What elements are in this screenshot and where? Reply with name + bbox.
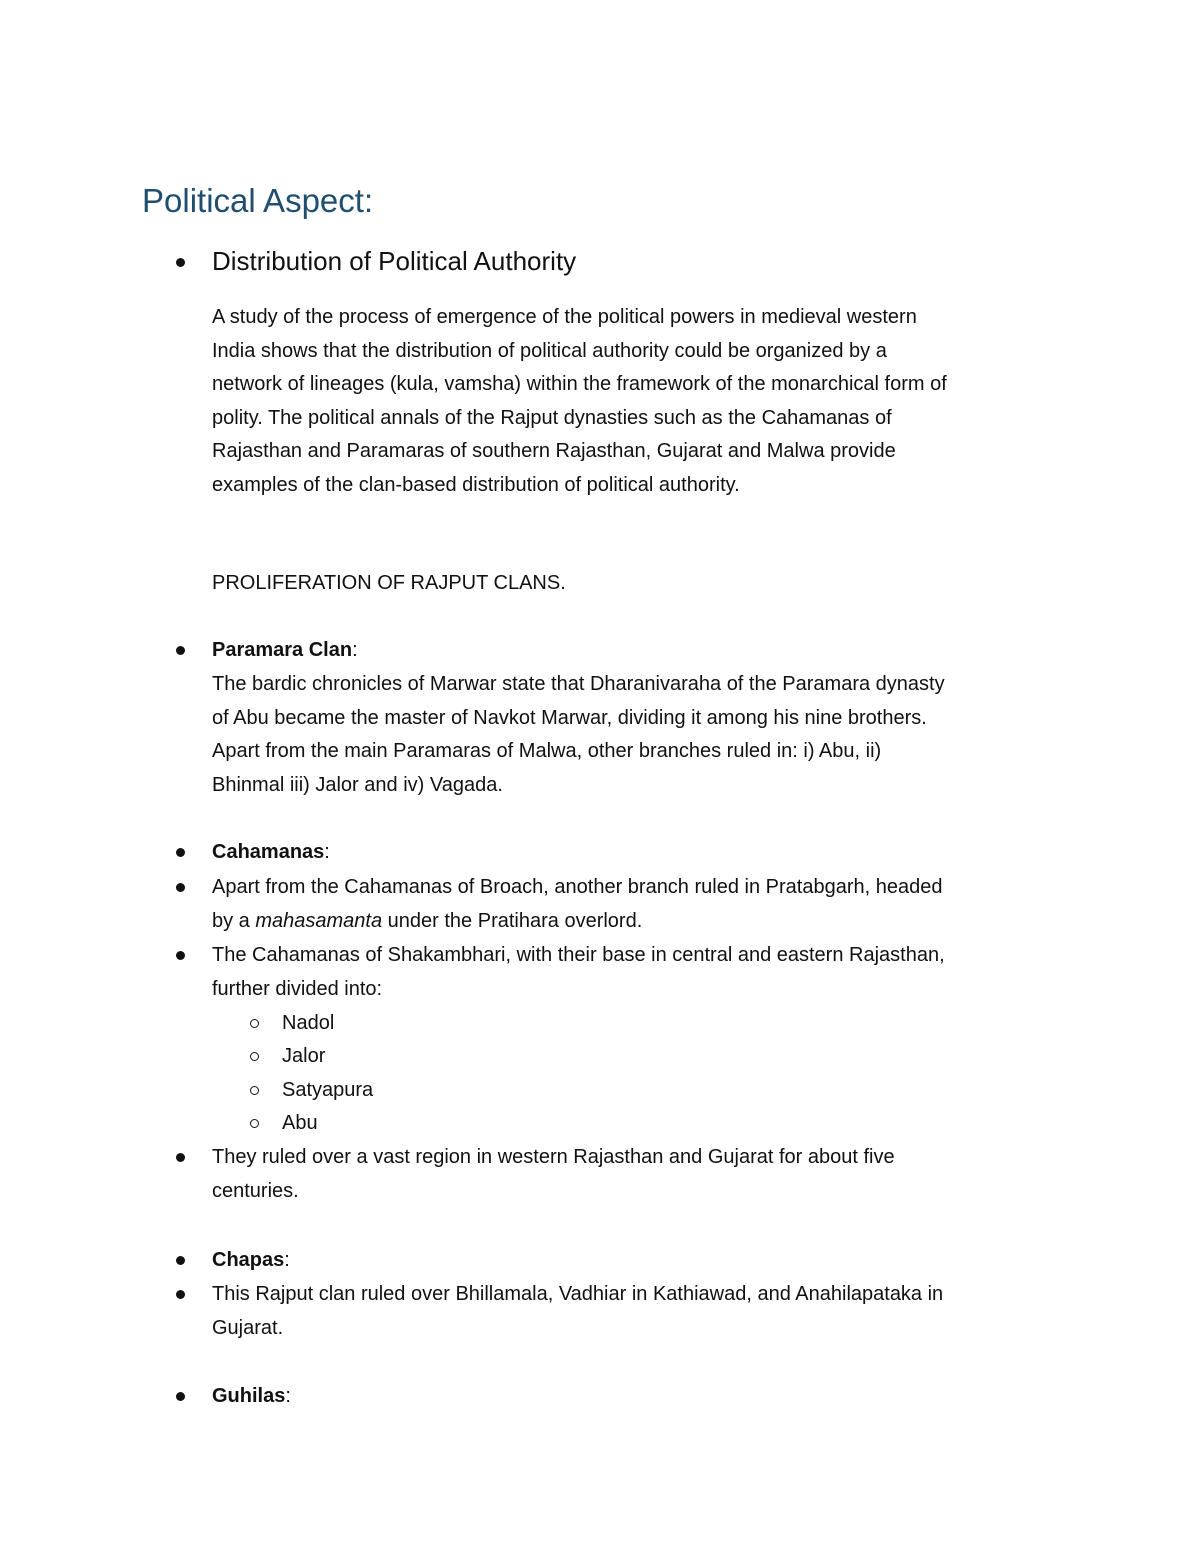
paramara-colon: :	[352, 639, 358, 661]
circle-bullet-icon	[250, 1019, 259, 1028]
cahamanas-point-line: Apart from the Cahamanas of Broach, another branch ruled in Pratabgarh, headed	[212, 876, 943, 898]
bullet-icon	[176, 848, 185, 857]
cahamanas-heading	[212, 836, 330, 870]
paragraph-line: examples of the clan-based distribution of political authority.	[212, 474, 740, 496]
sub-list-item: Nadol	[282, 1012, 335, 1034]
paramara-line: Apart from the main Paramaras of Malwa, other branches ruled in: i) Abu, ii)	[212, 740, 882, 762]
chapas-title: Chapas	[212, 1249, 285, 1271]
sub-list-item: Jalor	[282, 1045, 326, 1067]
chapas-point-line: Gujarat.	[212, 1317, 284, 1339]
guhilas-title: Guhilas	[212, 1385, 286, 1407]
paramara-line: The bardic chronicles of Marwar state that Dharanivaraha of the Paramara dynasty	[212, 673, 945, 695]
paragraph-line: polity. The political annals of the Rajput dynasties such as the Cahamanas of	[212, 407, 892, 429]
paragraph-line: Rajasthan and Paramaras of southern Rajasthan, Gujarat and Malwa provide	[212, 440, 896, 462]
paramara-heading	[212, 634, 358, 668]
section-title: Distribution of Political Authority	[212, 246, 577, 276]
chapas-colon: :	[284, 1249, 290, 1271]
paramara-title: Paramara Clan	[212, 639, 353, 661]
text-fragment: under the Pratihara overlord.	[382, 910, 643, 932]
proliferation-title: PROLIFERATION OF RAJPUT CLANS.	[212, 572, 566, 594]
italic-term: mahasamanta	[255, 910, 383, 932]
cahamanas-point-line: further divided into:	[212, 978, 383, 1000]
chapas-point-line: This Rajput clan ruled over Bhillamala, Vadhiar in Kathiawad, and Anahilapataka in	[212, 1283, 944, 1305]
chapas-heading	[212, 1244, 290, 1278]
cahamanas-colon: :	[324, 841, 330, 863]
paragraph-line: India shows that the distribution of political authority could be organized by a	[212, 340, 887, 362]
paragraph-line: A study of the process of emergence of the political powers in medieval western	[212, 306, 917, 328]
cahamanas-point-line	[212, 905, 642, 939]
sub-list-item: Satyapura	[282, 1079, 374, 1101]
paramara-line: of Abu became the master of Navkot Marwar, dividing it among his nine brothers.	[212, 707, 927, 729]
text-fragment: by a	[212, 910, 256, 932]
guhilas-heading	[212, 1380, 291, 1414]
cahamanas-title: Cahamanas	[212, 841, 325, 863]
cahamanas-point-line: centuries.	[212, 1180, 299, 1202]
paragraph-line: network of lineages (kula, vamsha) within the framework of the monarchical form of	[212, 373, 947, 395]
bullet-icon	[176, 1153, 185, 1162]
bullet-icon	[176, 951, 185, 960]
sub-list-item: Abu	[282, 1112, 318, 1134]
bullet-icon	[176, 1392, 185, 1401]
cahamanas-point-line: The Cahamanas of Shakambhari, with their base in central and eastern Rajasthan,	[212, 944, 945, 966]
bullet-icon	[176, 1290, 185, 1299]
circle-bullet-icon	[250, 1119, 259, 1128]
bullet-icon	[176, 258, 185, 267]
bullet-icon	[176, 1256, 185, 1265]
paramara-line: Bhinmal iii) Jalor and iv) Vagada.	[212, 774, 503, 796]
guhilas-colon: :	[285, 1385, 291, 1407]
page-title: Political Aspect:	[142, 182, 374, 219]
bullet-icon	[176, 646, 185, 655]
cahamanas-point-line: They ruled over a vast region in western Rajasthan and Gujarat for about five	[212, 1146, 895, 1168]
bullet-icon	[176, 883, 185, 892]
circle-bullet-icon	[250, 1052, 259, 1061]
circle-bullet-icon	[250, 1086, 259, 1095]
